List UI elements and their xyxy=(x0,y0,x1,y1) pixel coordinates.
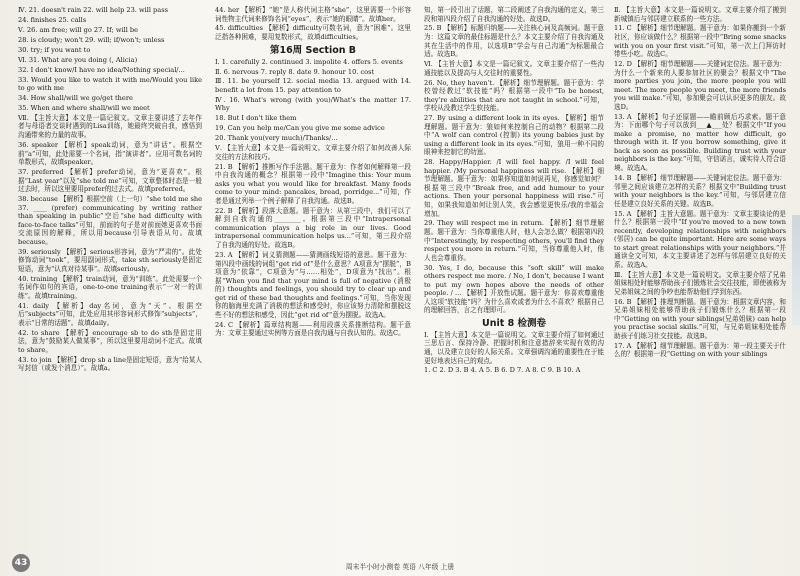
answer-paragraph: 30. try; if you want to xyxy=(18,45,91,54)
column-3-top xyxy=(424,6,604,315)
answer-paragraph: 39. seriously 【解析】serious形容词，意为“严肃的”。此处修饰动词“took”，要用副词形式，take sth seriously是固定短语，意为“认真对待某事”。故填seriously。 xyxy=(18,247,202,273)
answer-paragraph: 知，第一段引出了话题，第二段阐述了自我沟通的定义，第三段和第四段介绍了自我沟通的好处。故选D。 xyxy=(424,6,604,23)
answer-paragraph: 26. No, they haven't. 【解析】细节理解题。题干意为：学校曾经教过“软技能”吗？根据第一段中“To be honest, they're abilities that are not taught in school.”可知，学校从没教过学生软技能。 xyxy=(424,78,604,113)
answer-paragraph: Ⅵ. 31. What are you doing (, Alicia) xyxy=(18,55,138,64)
answer-paragraph: 38. because 【解析】根据空前（上一句）“she told me she 37. ____ (prefer) communicating by writing rather than speaking in public”空后“she had difficulty with face-to-face talks”可知，前面的句子是对前面她更喜欢书面交流原因的解释，所以用because引导表语从句。故填because。 xyxy=(18,195,202,246)
answer-paragraph: 28. is cloudy; won't 29. will; if/won't; unless xyxy=(18,35,165,44)
column-3 xyxy=(424,6,604,558)
answer-paragraph: 37. preferred 【解析】prefer动词，意为“更喜欢”。根据“Last year”以及“she told me”可知，文章整体时态是一般过去时，所以这里要用prefer的过去式。故填preferred。 xyxy=(18,167,202,194)
column-2-bottom xyxy=(215,58,411,338)
answer-paragraph: Ⅴ. 【主旨大意】本文是一篇说明文。文章主要介绍了如何改善人际交往的方法和技巧。 xyxy=(215,144,411,161)
answer-paragraph: Ⅵ. 【主旨大意】本文是一篇记叙文。文章主要介绍了一些沟通技能以及提高与人交往时的重要性。 xyxy=(424,60,604,77)
answer-paragraph: 29. They will respect me in return. 【解析】细节理解题。题干意为：当你尊重他人时，他人会怎么做？根据第四段中“Interestingly, by respecting others, you'll find they respect you more in return.”可知，当你尊重他人时，他人也会尊重你。 xyxy=(424,219,604,262)
answer-paragraph: Ⅲ. 【主旨大意】本文是一篇说明文。文章主要介绍了兄弟姐妹相处时能够帮助孩子们锻炼社会交往技能，即使被称为兄弟姐妹之间的争吵也能帮助他们学到东西。 xyxy=(614,270,786,296)
answer-paragraph: 28. Happy/Happier. /I will feel happy. /I will feel happier. /My personal happiness will rise. 【解析】细节理解题。题干意为：如果你知道如何说再见，你感觉如何？根据第三段中“Break free, and add humour to your actions. Then your personal happiness will rise.”可知，如果我知道如何让别人笑，我会感觉更快乐/我的幸福会增加。 xyxy=(424,158,604,218)
answer-paragraph: 13. A 【解析】句子还原题——瞻前顾后巧求索。题干意为：下面哪个句子可以放到___▲___处？根据文中“If you make a promise, no matter how difficult, go through with it. If you borrow something, give it back as soon as possible. Building trust with your neighbors is the key.”可知，守信诺言，诚实待人符合语境。故选A。 xyxy=(614,112,786,173)
answer-paragraph: Ⅴ. 26. am free; will go 27. If; will be xyxy=(18,25,139,34)
answer-paragraph: 24. finishes 25. calls xyxy=(18,15,87,24)
answer-paragraph: Ⅶ. 【主旨大意】本文是一篇记叙文。文章主要讲述了去年作者与母语者交谈时遇到的Lisa训练，她最终突破自我，感悟到沟通带来的力量的故事。 xyxy=(18,113,202,140)
answer-paragraph: Ⅰ. 【主旨大意】本文是一篇说明文。文章主要介绍了如何通过三思后言、保持冷静、把握时机和注意措辞来实现有效的沟通，以及建立良好的人际关系。文章强调沟通的重要性在于能更好地表达自己的观点。 xyxy=(424,330,604,365)
answer-paragraph: 20. Thank you(very much)/Thanks/... xyxy=(215,134,338,143)
answer-paragraph: 35. When and where shall/will we meet xyxy=(18,103,150,112)
page-edge-tab xyxy=(792,215,800,325)
answer-paragraph: 25. B 【解析】标题归纳题——关注核心词及高频词。题干意为：这篇文章的最佳标题是什么？本文主要介绍了自我沟通及其在生活中的作用，以选项B“学会与自己沟通”为标题最合适。故选B。 xyxy=(424,24,604,59)
footer: 周末半小时小测卷 英语 八年级 上册 xyxy=(345,563,455,571)
answer-paragraph: 11. C 【解析】细节理解题。题干意为：如果你搬到一个新社区，你应该做什么？根据第一段中“Bring some snacks with you on your first visit.”可知，第一次上门拜访时带些小吃。故选C。 xyxy=(614,24,786,59)
column-2 xyxy=(215,6,411,558)
column-2-top xyxy=(215,6,411,42)
answer-paragraph: 41. daily 【解析】day名词，意为“天”。根据空后“subjects”可知，此处应用其形容词形式修饰“subjects”，表示“日常的话题”。故填daily。 xyxy=(18,301,202,327)
unit-title: Unit 8 检测卷 xyxy=(482,317,546,329)
answer-paragraph: 42. to share 【解析】encourage sb to do sth是固定用法，意为“鼓励某人做某事”，所以这里要用动词不定式。故填to share。 xyxy=(18,328,202,354)
answer-paragraph: 22. B 【解析】段落大意题。题干意为：从第三段中，我们可以了解到自我沟通的________。根据第三段中“Intrapersonal communication plays a big role in our lives. Good intrapersonal communication helps us...”可知，第三段介绍了自我沟通的好处。故选B。 xyxy=(215,206,411,250)
column-4 xyxy=(614,6,786,558)
answer-paragraph: 18. But I don't like them xyxy=(215,114,297,123)
section-title: 第16周 Section B xyxy=(269,44,357,56)
answer-paragraph: 33. Would you like to watch it with me/Would you like to go with me xyxy=(18,75,202,93)
answer-paragraph: 27. By using a different look in its eyes. 【解析】细节理解题。题干意为：狼如何来控制自己的动物？根据第二段中“A wolf can control (控制) its young babies just by using a different look in its eyes.”可知，狼用一种不同的眼神来控制它的幼崽。 xyxy=(424,114,604,157)
page-number: 43 xyxy=(12,554,30,572)
answer-paragraph: 15. A 【解析】主旨大意题。题干意为：文章主要谈论的是什么？根据第一段中“If you're moved to a new town recently, developing relationships with neighbors (邻居) can be quite important. Here are some ways to start great relationships with your neighbors.”并通读全文可知，本文主要讲述了怎样与邻居建立良好的关系。故选A。 xyxy=(614,209,786,269)
answer-paragraph: Ⅲ. 11. be yourself 12. social media 13. argued with 14. benefit a lot from 15. pay attention to xyxy=(215,77,411,94)
answer-paragraph: Ⅰ. 1. carefully 2. continued 3. impolite 4. offers 5. events xyxy=(215,57,403,66)
answer-paragraph: 19. Can you help me/Can you give me some advice xyxy=(215,124,385,133)
answer-paragraph: 36. speaker 【解析】speak动词，意为“讲话”。根据空前“a”可知，此处需要一个名词，指“演讲者”。应用可数名词的单数形式，故填speaker。 xyxy=(18,140,202,167)
answer-paragraph: 32. I don't know/I have no idea/Nothing special/... xyxy=(18,65,185,74)
answer-paragraph: 14. B 【解析】细节理解题——关键词定位法。题干意为：邻里之间应该建立怎样的关系？根据文中“Building trust with your neighbors is the key.”可知，与邻居建立信任是建立良好关系的关键。故选B。 xyxy=(614,173,786,208)
answer-paragraph: 43. to join 【解析】drop sb a line是固定短语，意为“给某人写封信（或发个消息）”。故填a。 xyxy=(18,355,202,373)
column-3-bottom xyxy=(424,331,604,375)
answer-paragraph: 34. How shall/will we go/get there xyxy=(18,94,133,103)
answer-paragraph: 40. training 【解析】train动词，意为“训练”。此处需要一个名词作如句的宾语，one-to-one training表示“一对一的训练”。故填training。 xyxy=(18,274,202,300)
answer-paragraph: 21. B 【解析】推断写作手法题。题干意为：作者如何解释第一段中自我沟通的概念？根据第一段中“Imagine this: Your mum asks you what you would like for breakfast. Many foods come to your mind: pancakes, bread, porridge...”可知，作者是通过列举一个例子解释了自我沟通。故选B。 xyxy=(215,162,411,205)
answer-paragraph: Ⅱ. 6. nervous 7. reply 8. date 9. honour 10. cost xyxy=(215,67,375,76)
answer-paragraph: 1. C 2. D 3. B 4. A 5. B 6. D 7. A 8. C 9. B 10. A xyxy=(424,366,581,375)
answer-paragraph: 16. B 【解析】推理判断题。题干意为：根据文章内容，和兄弟姐妹相处能够帮助孩子们锻炼什么？根据第一段中“Getting on with your siblings(兄弟姐妹) can help you practise social skills.”可知，与兄弟姐妹相处能帮助孩子们练习社交技能。故选B。 xyxy=(614,297,786,340)
column-1 xyxy=(18,6,202,558)
answer-paragraph: 24. C 【解析】篇章结构题——利用段落关系推断结构。题干意为：文章主要通过实例等方面是自我沟通与自我认知的。故选C。 xyxy=(215,320,411,338)
answer-paragraph: Ⅱ. 【主旨大意】本文是一篇说明文。文章主要介绍了搬到新城镇后与邻居建立联系的一些方法。 xyxy=(614,6,786,23)
answer-paragraph: 30. Yes, I do, because this “soft skill” will make others respect me more. / No, I don't, because I want to put my own hopes above the needs of other people. / ... 【解析】开放性试题。题干意为：你喜欢尊重他人这项“软技能”吗？为什么喜欢或者为什么不喜欢？根据自己的理解回答，言之有理即可。 xyxy=(424,263,604,315)
answer-paragraph: 23. A 【解析】词义猜测题——猜测画线短语的意思。题干意为：第四段中画线的词组“get rid of”是什么意思？A项意为“摆脱”，B项意为“依靠”，C项意为“与……相处”，D项意为“找出”。根据“When you find that your mind is full of negative (消极的) thoughts and feelings, you should try to clear up and get rid of these bad thoughts and feelings.”可知，当你发现你的脑海里充满了消极的想法和感受时，你应该努力清除和摆脱这些不好的想法和感受，因此“get rid of”意为摆脱。故选A。 xyxy=(215,250,411,319)
answer-paragraph: 17. A 【解析】细节理解题。题干意为：第一段主要关于什么的？根据第一段“Getting on with your siblings xyxy=(614,341,786,359)
answer-paragraph: 12. D 【解析】细节理解题——关键词定位法。题干意为：为什么一个新来的人要参加社区的聚会？根据文中“The more parties you join, the more people you will meet. The more people you meet, the more friends you will make.”可知，参加聚会可以认识更多的朋友。故选D。 xyxy=(614,60,786,111)
answer-paragraph: 45. difficulties 【解析】difficulty可数名词，意为“困难”。这里泛指各种困难，要用复数形式，故填difficulties。 xyxy=(215,24,411,42)
answer-paragraph: 44. her 【解析】“她”是人称代词主格“she”，这里需要一个形容词性物主代词来修饰名词“eyes”，表示“她的眼睛”。故填her。 xyxy=(215,6,411,23)
answer-paragraph: Ⅳ. 21. doesn't rain 22. will help 23. will pass xyxy=(18,6,168,14)
answer-paragraph: Ⅳ. 16. What's wrong (with you)/What's the matter 17. Why xyxy=(215,95,411,113)
